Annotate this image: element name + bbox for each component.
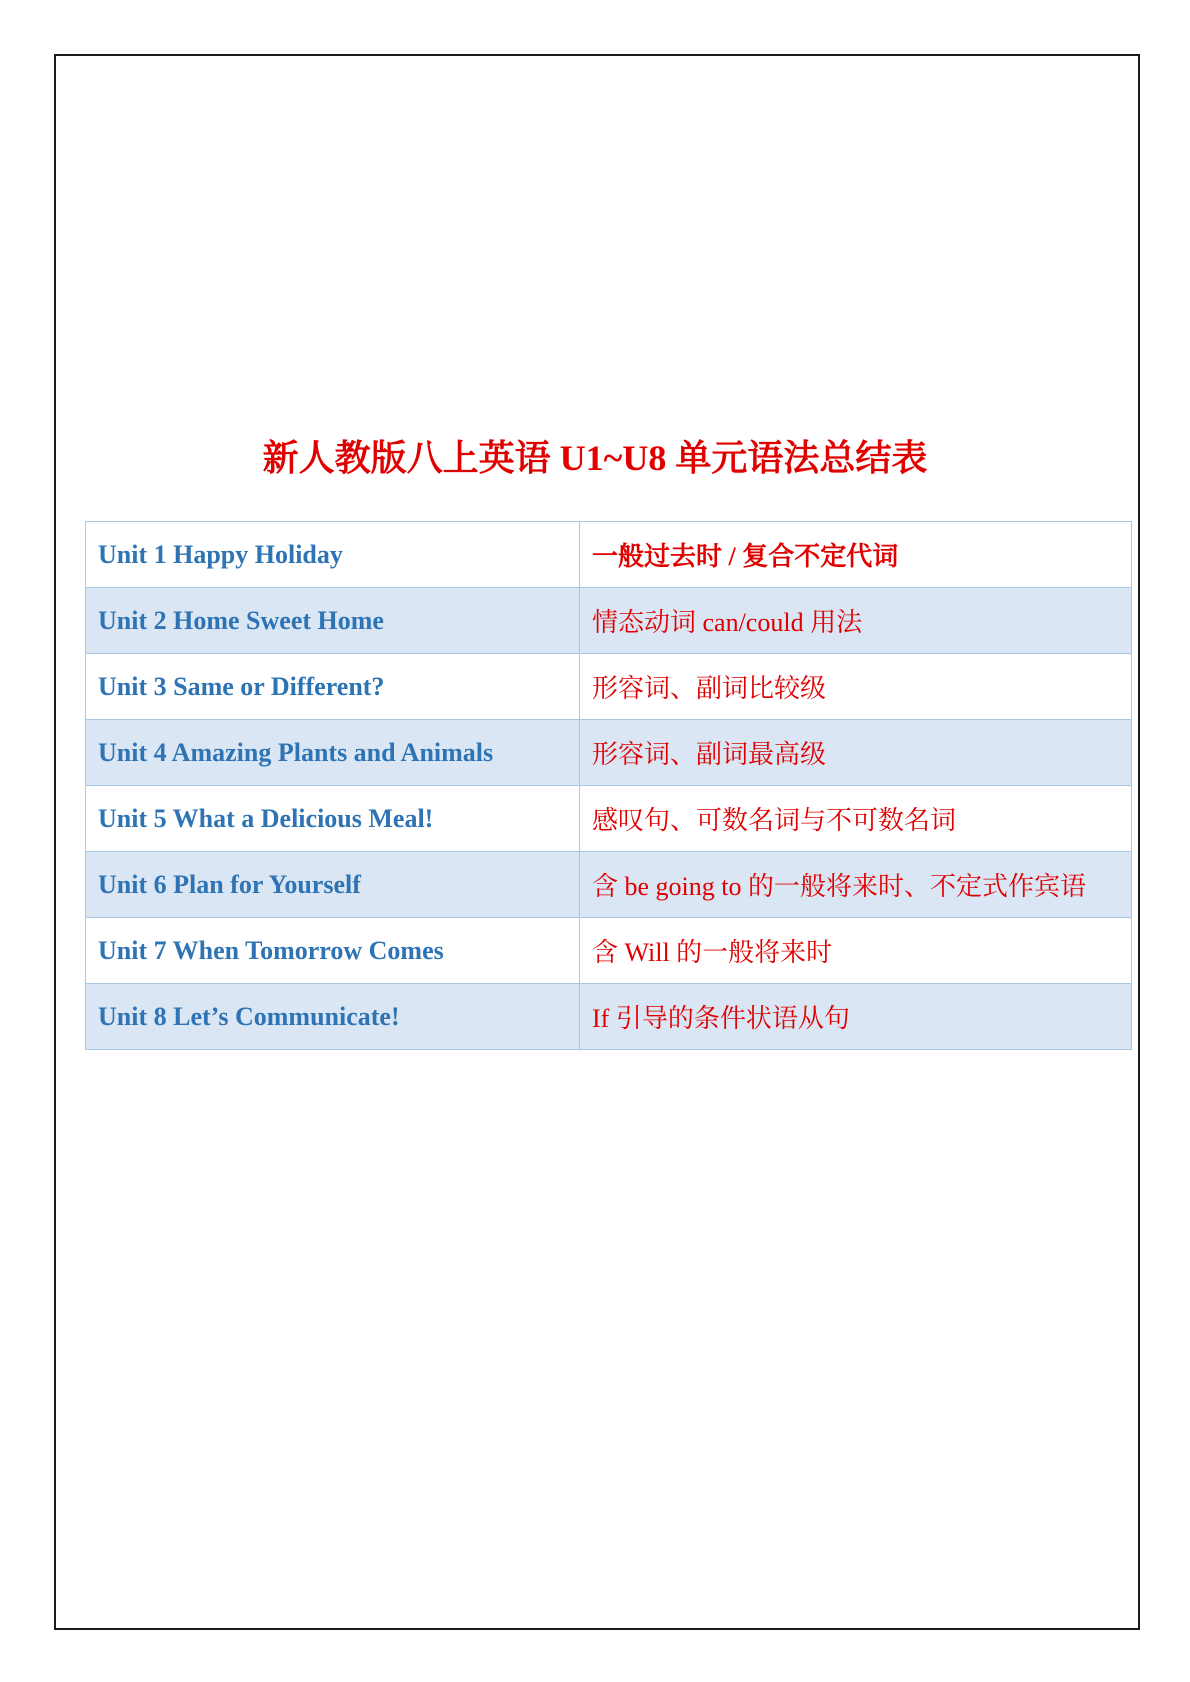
grammar-topic-cell: 含 be going to 的一般将来时、不定式作宾语	[580, 852, 1132, 918]
unit-name-cell: Unit 7 When Tomorrow Comes	[86, 918, 580, 984]
grammar-topic-cell: 形容词、副词最高级	[580, 720, 1132, 786]
document-title: 新人教版八上英语 U1~U8 单元语法总结表	[262, 438, 928, 478]
grammar-summary-table	[85, 521, 1132, 1050]
table-row	[86, 588, 1132, 654]
table-row	[86, 654, 1132, 720]
table-row	[86, 786, 1132, 852]
grammar-topic-cell: 一般过去时 / 复合不定代词	[580, 522, 1132, 588]
table-row	[86, 852, 1132, 918]
table-row	[86, 522, 1132, 588]
grammar-topic-cell: If 引导的条件状语从句	[580, 984, 1132, 1050]
unit-name-cell: Unit 5 What a Delicious Meal!	[86, 786, 580, 852]
grammar-topic-cell: 含 Will 的一般将来时	[580, 918, 1132, 984]
table-row	[86, 984, 1132, 1050]
unit-name-cell: Unit 3 Same or Different?	[86, 654, 580, 720]
grammar-topic-cell: 形容词、副词比较级	[580, 654, 1132, 720]
grammar-topic-cell: 情态动词 can/could 用法	[580, 588, 1132, 654]
unit-name-cell: Unit 4 Amazing Plants and Animals	[86, 720, 580, 786]
unit-name-cell: Unit 2 Home Sweet Home	[86, 588, 580, 654]
unit-name-cell: Unit 8 Let’s Communicate!	[86, 984, 580, 1050]
grammar-topic-cell: 感叹句、可数名词与不可数名词	[580, 786, 1132, 852]
unit-name-cell: Unit 6 Plan for Yourself	[86, 852, 580, 918]
unit-name-cell: Unit 1 Happy Holiday	[86, 522, 580, 588]
table-row	[86, 918, 1132, 984]
table-row	[86, 720, 1132, 786]
